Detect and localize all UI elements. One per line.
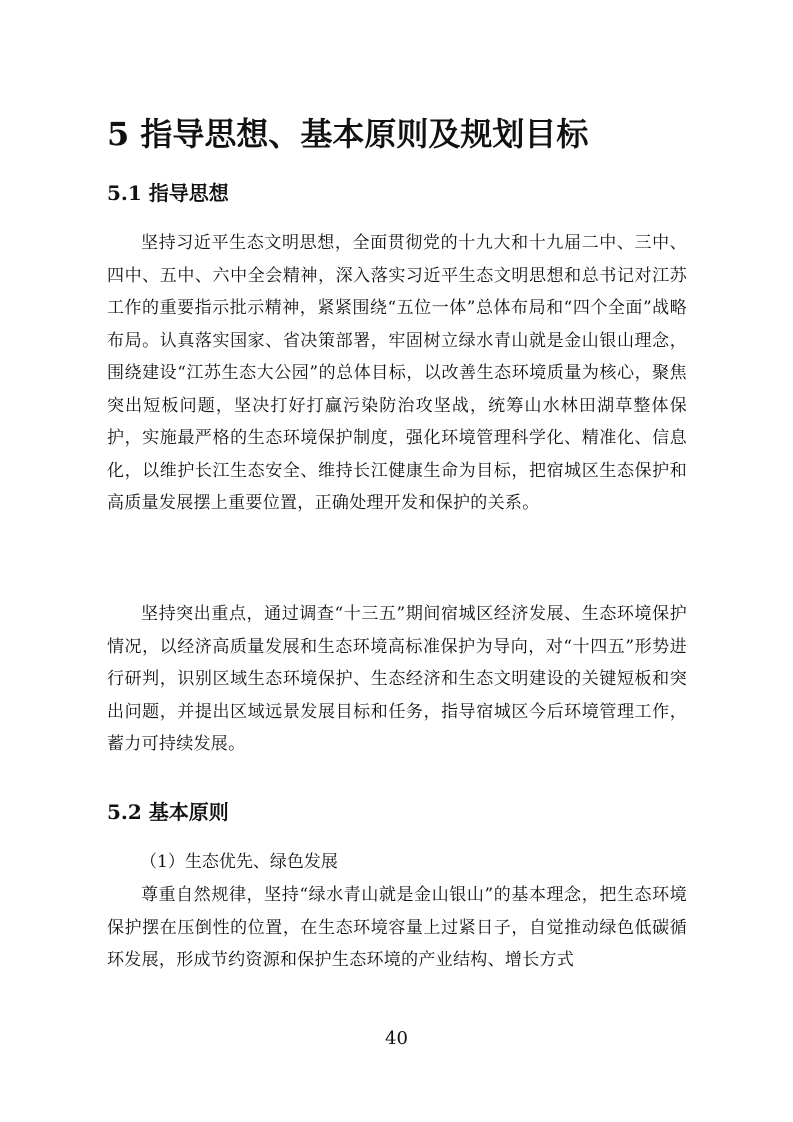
- section-heading-basic-principles: 5.2 基本原则: [107, 800, 229, 824]
- paragraph-guiding-ideology-1: 坚持习近平生态文明思想，全面贯彻党的十九大和十九届二中、三中、四中、五中、六中全会精神，深入落实习近平生态文明思想和总书记对江苏工作的重要指示批示精神，紧紧围绕“五位一体”总体布局和“四个全面”战略布局。认真落实国家、省决策部署，牢固树立绿水青山就是金山银山理念，围绕建设“江苏生态大公园”的总体目标，以改善生态环境质量为核心，聚焦突出短板问题，坚决打好打赢污染防治攻坚战，统筹山水林田湖草整体保护，实施最严格的生态环境保护制度，强化环境管理科学化、精准化、信息化，以维护长江生态安全、维持长江健康生命为目标，把宿城区生态保护和高质量发展摆上重要位置，正确处理开发和保护的关系。: [107, 233, 687, 513]
- paragraph-guiding-ideology-2: 坚持突出重点，通过调查“十三五”期间宿城区经济发展、生态环境保护情况，以经济高质量发展和生态环境高标准保护为导向，对“十四五”形势进行研判，识别区域生态环境保护、生态经济和生态文明建设的关键短板和突出问题，并提出区域远景发展目标和任务，指导宿城区今后环境管理工作，蓄力可持续发展。: [107, 604, 687, 754]
- chapter-title: 5 指导思想、基本原则及规划目标: [107, 115, 589, 153]
- paragraph-principle-1: 尊重自然规律，坚持“绿水青山就是金山银山”的基本理念，把生态环境保护摆在压倒性的位置，在生态环境容量上过紧日子，自觉推动绿色低碳循环发展，形成节约资源和保护生态环境的产业结构、增长方式: [107, 885, 687, 970]
- page-number: 40: [385, 1028, 408, 1049]
- section-heading-guiding-ideology: 5.1 指导思想: [107, 181, 229, 205]
- principle-subheading-1: （1）生态优先、绿色发展: [140, 852, 338, 872]
